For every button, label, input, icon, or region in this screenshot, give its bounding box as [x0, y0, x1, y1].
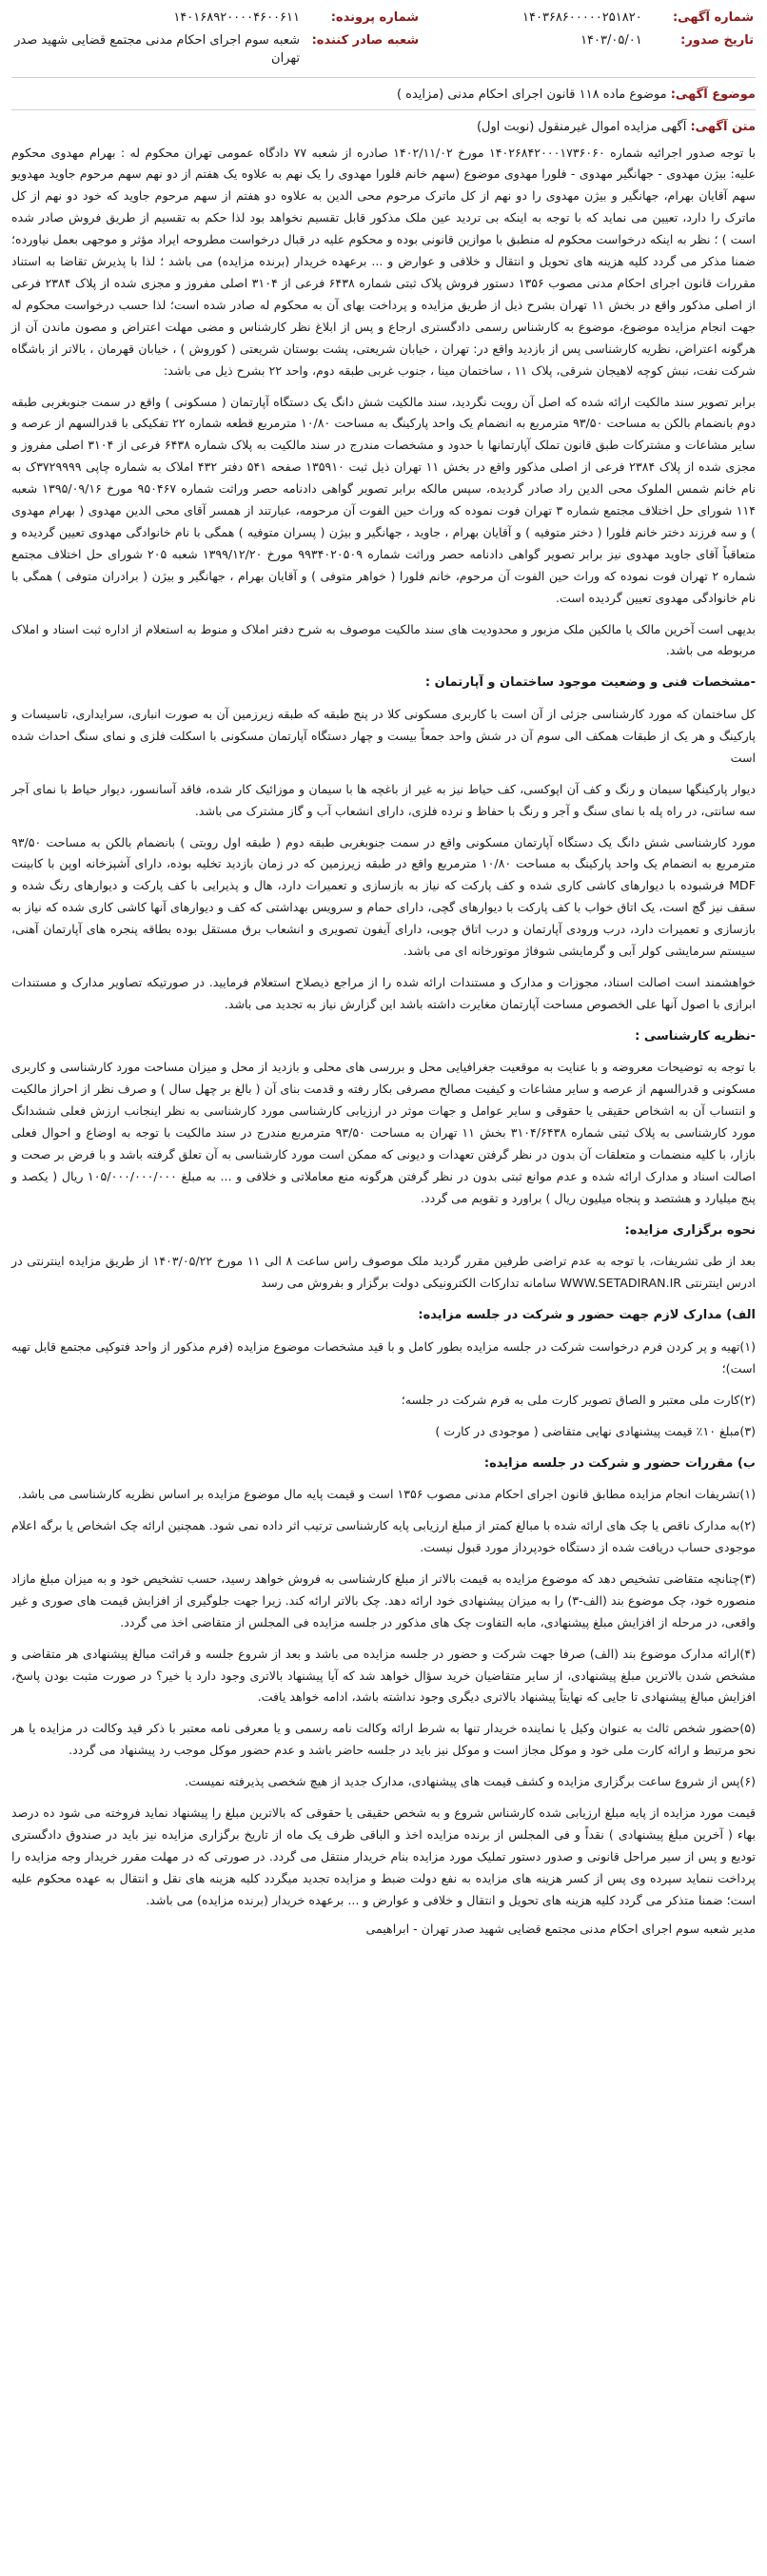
file-number-label-cell [302, 8, 421, 30]
subject-divider [11, 109, 756, 110]
issue-date: ۱۴۰۳/۰۵/۰۱ [580, 32, 642, 48]
list-item: (۱)تهیه و پر کردن فرم درخواست شرکت در جلسه مزایده بطور کامل و با قید مشخصات موضوع مزایده (فرم مذکور از واحد فتوکپی مجتمع قابل تهیه است)؛ [11, 1338, 756, 1376]
body-title-label: متن آگهی: [690, 120, 756, 135]
body-title-value: آگهی مزایده اموال غیرمنقول (نوبت اول) [476, 120, 687, 135]
list-item: (۲)به مدارک ناقص یا چک های ارائه شده با مبالغ کمتر از مبلغ ارزیابی پایه کارشناسی ترتیب اثر داده نمی شود. همچنین ارائه چک اشخاص یا برگه اعلام موجودی حساب دریافت شده از دستگاه خودپرداز مورد قبول نیست. [11, 1518, 756, 1555]
subject-value: موضوع ماده ۱۱۸ قانون اجرای احکام مدنی (مزایده ) [396, 87, 667, 102]
paragraph: قیمت مورد مزایده از پایه مبلغ ارزیابی شده کارشناس شروع و به شخص حقیقی یا حقوقی که بالاترین مبلغ را پیشنهاد نماید فروخته می شود ده درصد بهاء ( آخرین مبلغ پیشنهادی ) نقداً و فی المجلس از برنده مزایده اخذ و الباقی ظرف یک ماه از تاریخ برگزاری مزایده نیز باید در صندوق دادگستری تودیع و پس از سیر مراحل قانونی و صدور دستور تملیک مورد مزایده بنام خریدار منتقل می گردد. در صورتی که در مهلت مقرر خریدار وجه مزایده را پرداخت ننماید سپرده وی پس از کسر هزینه های مزایده به نفع دولت ضبط و مزایده تجدید میگردد کلیه هزینه های نقل و انتقال به عهده محکوم علیه است؛ ضمنا متذکر می گردد کلیه هزینه های تحویل و انتقال و خلافی و عوارض و ... برعهده خریدار (برنده مزایده) می باشد. [11, 1805, 756, 1907]
ad-number-label-cell [644, 8, 756, 30]
paragraph: با توجه به توضیحات معروضه و با عنایت به موقعیت جغرافیایی محل و بررسی های محلی و بازدید از محل و میزان مساحت مورد کارشناسی و کاربری مسکونی و قدرالسهم از عرصه و سایر مشاعات و کیفیت مصالح مصرفی بکار رفته و قدمت بنای آن ( بالغ بر چهل سال ) و صرف نظر از احراز مالکیت و انتساب آن به اشخاص حقیقی یا حقوقی و سایر عوامل و جهات موثر در ارزیابی کارشناسی مورد کارشناسی به نظر اینجانب ارزش فعلی ششدانگ مورد کارشناسی به پلاک ثبتی شماره ۳۱۰۴/۶۴۳۸ بخش ۱۱ تهران به مساحت ۹۳/۵۰ مترمربع مندرج در سند مالکیت با توجه به اوضاع و احوال فعلی بازار، با کلیه منضمات و متعلقات آن بدون در نظر گرفتن تعهدات و دیونی که ممکن است مورد کارشناسی به آن تعلق گرفته باشد و با فرض بر صحت و اصالت اسناد و مدارک ارائه شده و عدم موانع ثبتی بدون در نظر گرفتن هرگونه منع معاملاتی و خلافی و ... به مبلغ ۱۰۵/۰۰۰/۰۰۰/۰۰۰ ریال ( یکصد و پنج میلیارد و هشتصد و پنجاه میلیون ریال ) براورد و تقویم می گردد. [11, 1060, 757, 1205]
issue-date-cell [421, 30, 644, 71]
paragraph: خواهشمند است اصالت اسناد، مجوزات و مدارک و مستندات ارائه شده را از مراجع ذیصلاح استعلام فرمایید. در صورتیکه تصاویر مدارک و مستندات ابرازی با اصول آنها علی الخصوص مساحت آپارتمان مغایرت داشته باشد این گزارش نیاز به تجدید می باشد. [11, 975, 756, 1011]
subject-line [11, 86, 756, 105]
file-number-label: شماره پرونده: [330, 10, 420, 25]
paragraph: دیوار پارکینگها سیمان و رنگ و کف آن اپوکسی، کف حیاط نیز به غیر از باغچه ها با سیمان و موزائیک کار شده، فاقد آسانسور، دیوار حیاط با نمای آجر سه سانتی، در راه پله با نمای سنگ و آجر و رنگ با حفاظ و نرده فلزی، دارای انشعاب آب و گاز مشترک می باشد. [11, 781, 756, 818]
notice-header [11, 8, 756, 71]
signature-line: مدیر شعبه سوم اجرای احکام مدنی مجتمع قضایی شهید صدر تهران - ابراهیمی [365, 1921, 756, 1936]
list-item: (۶)پس از شروع ساعت برگزاری مزایده و کشف قیمت های پیشنهادی، مدارک جدید از هیچ شخصی پذیرفته نمیست. [185, 1774, 756, 1789]
paragraph: مورد کارشناسی شش دانگ یک دستگاه آپارتمان مسکونی واقع در سمت جنوبغربی طبقه دوم ( طبقه اول روبتی ) بانضمام بالکن به مساحت ۹۳/۵۰ مترمربع به انضمام یک واحد پارکینگ به مساحت ۱۰/۸۰ مترمربع واقع در طبقه زیرزمین که در زمان بازدید تخلیه بوده، دارای آشپزخانه اوپن با کابینت MDF فرشبوده با دیوارهای کاشی کاری شده و کف پارکت که نیاز به بازسازی و تعمیرات دارد، هال و پذیرایی با کف پارکت و دیوارهای رنگ شده و سقف نیز گچ است، یک اتاق خواب با کف پارکت با دیوارهای گچی، دارای حمام و سرویس بهداشتی که کف و دیوارهای آنها کاشی کاری شده که نیاز به بازسازی و تعمیرات دارد، درب ورودی آپارتمان و درب اتاق چوبی، دارای آیفون تصویری و انشعاب برق مستقل بوده بطاقه پنجره های آپارتمان آهنی، سیستم سرمایشی کولر آبی و گرمایشی شوفاژ موتورخانه ای می باشد. [11, 834, 756, 959]
file-number: ۱۴۰۱۶۸۹۲۰۰۰۰۴۶۰۰۶۱۱ [173, 10, 300, 25]
section-heading-rules: ب) مقررات حضور و شرکت در جلسه مزایده: [483, 1455, 756, 1471]
issuing-branch: شعبه سوم اجرای احکام مدنی مجتمع قضایی شهید صدر تهران [14, 32, 300, 66]
list-item: (۲)کارت ملی معتبر و الصاق تصویر کارت ملی به فرم شرکت در جلسه؛ [401, 1392, 756, 1407]
paragraph: بعد از طی تشریفات، با توجه به عدم تراضی طرفین مقرر گردید ملک موصوف راس ساعت ۸ الی ۱۱ مورخ ۱۴۰۳/۰۵/۲۲ از طریق مزایده اینترنتی در ادرس اینترنتی WWW.SETADIRAN.IR سامانه تدارکات الکترونیکی دولت برگزار و بفروش می رسد [11, 1254, 756, 1291]
section-heading-technical: -مشخصات فنی و وضعیت موجود ساختمان و آپارتمان : [424, 675, 756, 691]
issue-date-label: تاریخ صدور: [680, 32, 754, 48]
list-item: (۳)چنانچه متقاضی تشخیص دهد که موضوع مزایده به قیمت بالاتر از مبلغ کارشناسی به فروش خواهد رسید، حسب تشخیص خود و به میزان مبلغ مازاد منصوره خود، چک موضوع بند (الف-۳) را به میزان پیشنهادی خود ارائه دهد. چک بالاتر ارائه کند. زیرا جهت جلوگیری از افزایش قیمت های صوری و غیر واقعی، در مرحله از افزایش مبلغ پیشنهادی، مابه التفاوت چک های مذکور در جلسه مزایده فی المجلس از متقاضی اخذ می گردد. [11, 1571, 756, 1630]
issuing-branch-label-cell [302, 30, 421, 71]
ad-number-cell [421, 8, 644, 30]
list-item: (۴)ارائه مدارک موضوع بند (الف) صرفا جهت شرکت و حضور در جلسه مزایده می باشد و بعد از شروع جلسه و قرائت مبالغ پیشنهادی هر متقاضی و مشخص شدن بالاترین مبلغ پیشنهادی، از سایر متقاضیان خرید سؤال خواهد شد که آیا پیشنهاد بالاتری وجود دارد یا خیر؟ در صورت مثبت بودن پاسخ، افزایش مبالغ پیشنهادی تا جایی که نهایتاً پیشنهاد بالاتری دیگری وجود نداشته باشد، ادامه خواهد یافت. [11, 1646, 756, 1705]
section-heading-documents: الف) مدارک لازم جهت حضور و شرکت در جلسه مزایده: [418, 1308, 756, 1323]
ad-number-label: شماره آگهی: [672, 10, 754, 25]
issuing-branch-cell [11, 30, 302, 71]
subject-label: موضوع آگهی: [670, 87, 756, 102]
paragraph: کل ساختمان که مورد کارشناسی جزئی از آن است با کاربری مسکونی کلا در پنج طبقه که طبقه زیرزمین آن به صورت انباری، سرایداری، تاسیسات و پارکینگ و هر یک از طبقات همکف الی سوم آن در شش واحد جمعاً بیست و چهار دستگاه آپارتمان مسکونی با اسکلت فلزی و نمای سنگ احداث شده است [11, 707, 756, 765]
list-item: (۵)حضور شخص ثالث به عنوان وکیل یا نماینده خریدار تنها به شرط ارائه وکالت نامه رسمی و یا معرفی نامه معتبر با ذکر قید وکالت در مزایده یا هر نحو مرتبط و ارائه کارت ملی خود و موکل مجاز است و موکل نیز باید در جلسه حاضر باشد و عدم حضور موکل موجب رد پیشنهاد می گردد. [11, 1721, 756, 1758]
paragraph: برابر تصویر سند مالکیت ارائه شده که اصل آن رویت نگردید، سند مالکیت شش دانگ یک دستگاه آپارتمان ( مسکونی ) واقع در سمت جنوبغربی طبقه دوم بانضمام بالکن به مساحت ۹۳/۵۰ مترمربع به انضمام یک واحد پارکینگ به مساحت ۱۰/۸۰ مترمربع قطعه شماره ۲۲ تفکیکی با قدرالسهم از عرصه و سایر مشاعات و مشترکات طبق قانون تملک آپارتمانها با حدود و مشخصات مندرج در سند مالکیت به پلاک شماره ۶۴۳۸ فرعی از ۳۱۰۴ اصلی مفروز و مجزی شده از پلاک ۲۳۸۴ فرعی از اصلی مذکور واقع در بخش ۱۱ تهران ذیل ثبت ۱۳۵۹۱۰ صفحه ۵۴۱ دفتر ۴۳۲ املاک به شماره چاپی ۳۷۲۹۹۹۹ک به نام خانم شمس الملوک محی الدین راد صادر گردیده، سپس مالکه برابر تصویر گواهی دادنامه حصر وراثت شماره ۹۵۰۴۶۷ مورخ ۱۳۹۵/۰۹/۱۶ شعبه ۱۱۴ شورای حل اختلاف مجتمع شماره ۳ تهران فوت نموده که وراث حین الفوت آن مرحومه، عبارتند از همسر آقای محی الدین مهدوی ( بهرام مهدوی ) و سه فرزند دختر خانم فلورا ( دختر متوفیه ) و آقایان بهرام ، جاوید ، جهانگیر و بیژن ( پسران متوفیه ) همگی با نام خانوادگی مهدوی تعیین گردیده و متعاقباً آقای جاوید مهدوی نیز برابر تصویر گواهی دادنامه حصر وراثت شماره ۹۹۳۴۰۲۰۵۰۹ مورخ ۱۳۹۹/۱۲/۲۰ شعبه ۲۰۵ شورای حل اختلاف مجتمع شماره ۲ تهران فوت نموده که وراث حین الفوت آن مرحوم، خانم فلورا ( خواهر متوفی ) و آقایان بهرام ، جهانگیر و بیژن ( برادران متوفی ) همگی با نام خانوادگی مهدوی تعیین گردیده است. [11, 394, 757, 605]
list-item: (۱)تشریفات انجام مزایده مطابق قانون اجرای احکام مدنی مصوب ۱۳۵۶ است و قیمت پایه مال موضوع مزایده بر اساس نظریه کارشناسی می باشد. [17, 1487, 756, 1502]
section-heading-opinion: -نظریه کارشناسی : [635, 1028, 756, 1044]
ad-number: ۱۴۰۳۶۸۶۰۰۰۰۰۲۵۱۸۲۰ [522, 10, 642, 25]
file-number-cell [11, 8, 302, 30]
header-divider [11, 77, 756, 78]
issuing-branch-label: شعبه صادر کننده: [311, 32, 420, 48]
section-heading-auction: نحوه برگزاری مزایده: [624, 1222, 756, 1238]
issue-date-label-cell [644, 30, 756, 71]
list-item: (۳)مبلغ ۱۰٪ قیمت پیشنهادی نهایی متقاضی ( موجودی در کارت ) [435, 1423, 756, 1438]
paragraph: بدیهی است آخرین مالک یا مالکین ملک مزبور و محدودیت های سند مالکیت موصوف به شرح دفتر املاک و منوط به استعلام از اداره ثبت اسناد و املاک مربوطه می باشد. [11, 621, 756, 658]
body-title-line [11, 118, 756, 137]
notice-body [11, 143, 756, 1912]
paragraph: با توجه صدور اجرائیه شماره ۱۴۰۲۶۸۴۲۰۰۰۱۷۳۶۰۶۰ مورخ ۱۴۰۲/۱۱/۰۲ صادره از شعبه ۷۷ دادگاه عمومی تهران محکوم له : بهرام مهدوی محکوم علیه: بیژن مهدوی - جهانگیر مهدوی - فلورا مهدوی موضوع (سهم خانم فلورا مهدوی را یک نهم به علاوه یک هفتم از دو نهم سهم مرحوم جاوید مهدویو سهم آقایان بهرام، جهانگیر و بیژن مهدوی را دو نهم از کل ماترک مرحوم محی الدین به علاوه دو هفتم از سهم مرحوم جاوید که خود دو نهم از کل ماترک را دارد، تعیین می نماید که با توجه به اینکه بی تردید عین ملک مذکور قابل تقسیم نخواهد بود لذا حکم به تقسیم از طریق فروش صادر شده است ) ؛ نظر به اینکه درخواست محکوم له منطبق با موازین قانونی بوده و محکوم علیه در قبال درخواست مطروحه ایراد مؤثر و موجهی بعمل نیاورده؛ ضمنا مذکر می گردد کلیه هزینه های تحویل و انتقال و خلافی و عوارض و ... برعهده خریدار (برنده مزایده) می باشد ؛ لذا با پذیرش تقاضا به استناد مقررات قانون اجرای احکام مدنی مصوب ۱۳۵۶ دستور فروش پلاک ثبتی شماره ۶۴۳۸ فرعی از ۳۱۰۴ اصلی مفروز و مجزی شده از پلاک ۲۳۸۴ فرعی از اصلی مذکور واقع در بخش ۱۱ تهران بشرح ذیل از طریق مزایده و پرداخت بهای آن به محکوم له صادر شده است؛ لذا حسب درخواست محکوم له جهت انجام مزایده موضوع، موضوع به کارشناس رسمی دادگستری ارجاع و پس از ابلاغ نظر کارشناس و مضی مهلت اعتراض و مصون ماندن آن از هرگونه اعتراض، نظریه کارشناسی پس از بازدید واقع در: تهران ، خیابان شریعتی، پشت بوستان شریعتی ( کوروش ) ، خیابان قهرمان ، بالاتر از باشگاه شرکت نفت، نبش کوچه لاهیجان شرقی، پلاک ۱۱ ، ساختمان مینا ، جنوب غربی طبقه دوم، واحد ۲۲ بشرح ذیل می باشد: [11, 145, 756, 378]
